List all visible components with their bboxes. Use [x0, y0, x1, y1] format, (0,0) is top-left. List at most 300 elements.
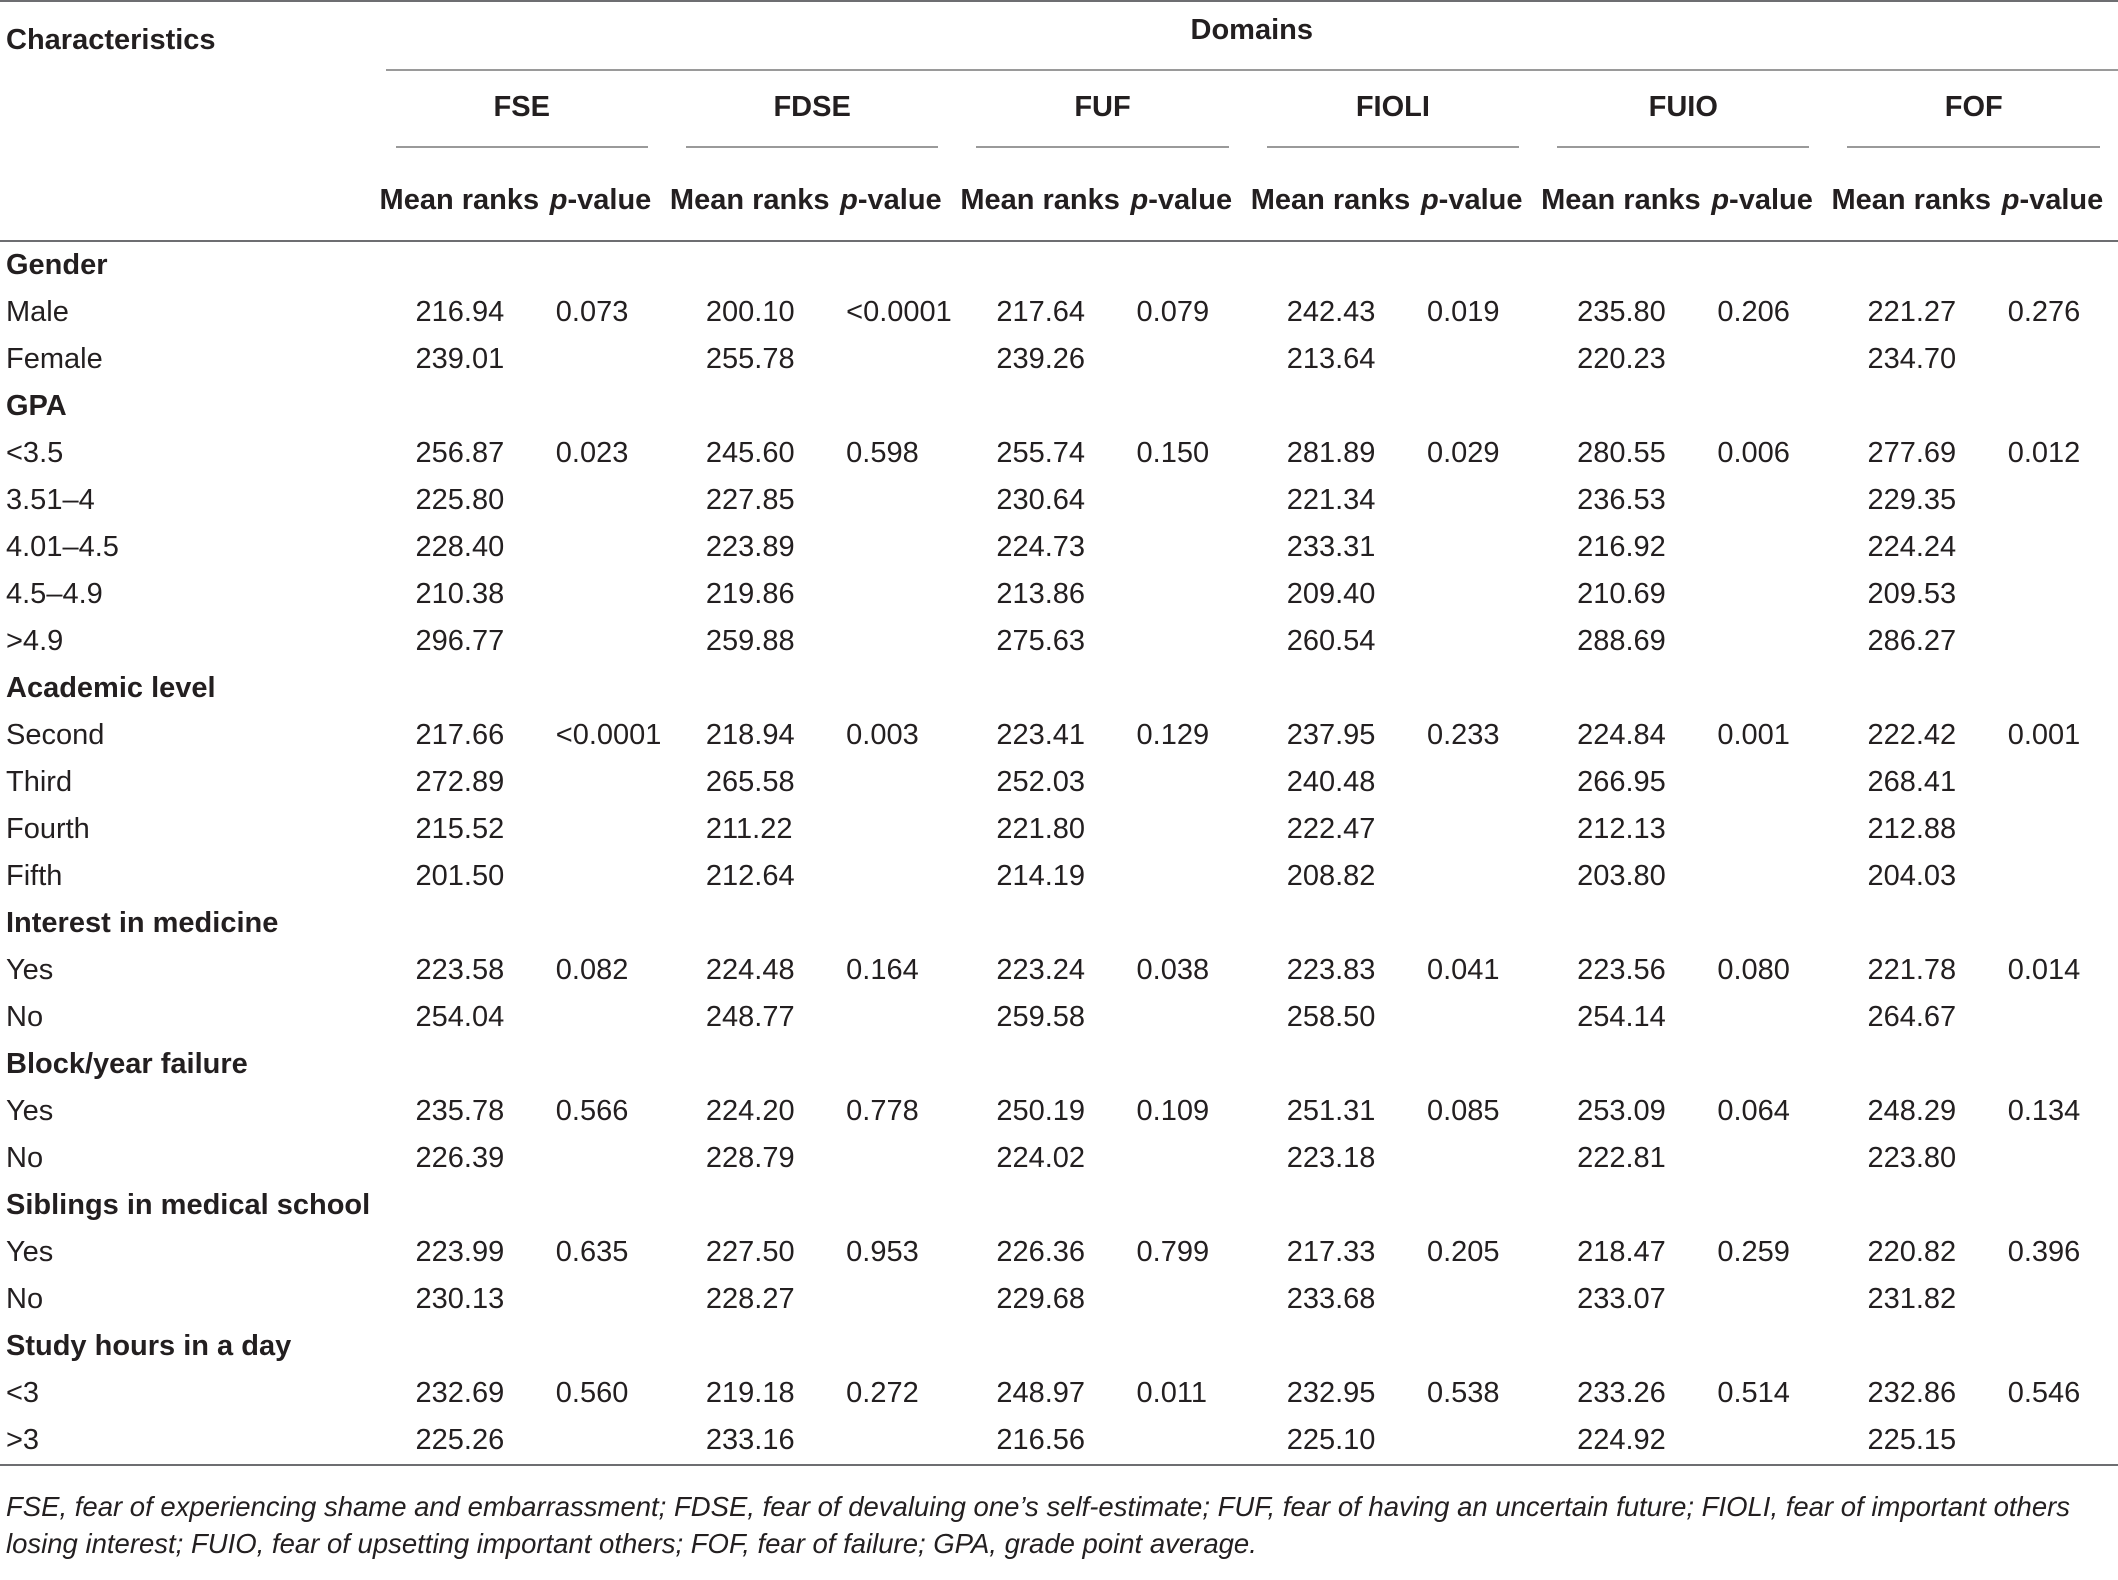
mean-rank-cell: 255.78 — [705, 343, 795, 375]
mean-rank-cell: 275.63 — [996, 625, 1086, 657]
mean-rank-cell: 260.54 — [1286, 625, 1376, 657]
p-value-header — [1417, 160, 1537, 240]
mean-rank-cell: 272.89 — [415, 766, 505, 798]
mean-rank-cell: 222.42 — [1867, 719, 1957, 751]
mean-rank-cell: 255.74 — [996, 437, 1086, 469]
table-row — [0, 289, 2118, 336]
mean-rank-cell: 224.92 — [1577, 1424, 1666, 1456]
mean-rank-cell: 256.87 — [415, 437, 505, 469]
p-value-cell — [1998, 524, 2118, 571]
mean-rank-cell: 216.94 — [415, 296, 505, 328]
p-value-cell: 0.276 — [2007, 296, 2081, 328]
p-value-cell — [1417, 1135, 1537, 1182]
mean-rank-cell: 223.58 — [415, 954, 505, 986]
p-value-cell: 0.079 — [1136, 296, 1210, 328]
domain-header-fuf — [956, 78, 1246, 160]
p-value-cell — [546, 853, 666, 900]
mean-rank-cell: 234.70 — [1867, 343, 1957, 375]
p-value-cell — [1707, 806, 1827, 853]
table-row — [0, 853, 2118, 900]
row-label: Yes — [6, 954, 54, 986]
p-value-cell — [1998, 994, 2118, 1041]
mean-rank-cell: 233.31 — [1286, 531, 1376, 563]
mean-rank-cell: 220.23 — [1577, 343, 1666, 375]
p-value-cell — [836, 336, 956, 383]
p-value-cell: 0.038 — [1136, 954, 1210, 986]
p-value-cell: 0.164 — [846, 954, 919, 986]
mean-rank-cell: 232.86 — [1867, 1377, 1957, 1409]
group-title: Gender — [6, 249, 108, 281]
p-value-cell — [546, 1135, 666, 1182]
p-value-cell — [546, 571, 666, 618]
header-spacer — [0, 78, 376, 160]
mean-rank-cell: 213.64 — [1286, 343, 1376, 375]
mean-rank-cell: 223.83 — [1286, 954, 1376, 986]
row-label: Yes — [6, 1236, 54, 1268]
p-value-cell — [836, 524, 956, 571]
p-value-cell: 0.560 — [555, 1377, 629, 1409]
mean-rank-cell: 224.48 — [705, 954, 795, 986]
p-value-cell — [1127, 853, 1247, 900]
p-value-cell: 0.272 — [846, 1377, 919, 1409]
p-value-cell — [1998, 571, 2118, 618]
row-label: <3 — [6, 1377, 40, 1409]
table-row — [0, 618, 2118, 665]
mean-rank-cell: 224.20 — [705, 1095, 795, 1127]
mean-rank-cell: 264.67 — [1867, 1001, 1957, 1033]
mean-rank-cell: 266.95 — [1577, 766, 1666, 798]
mean-rank-cell: 227.50 — [705, 1236, 795, 1268]
table-row — [0, 994, 2118, 1041]
p-value-cell — [1127, 571, 1247, 618]
p-value-cell — [1998, 1135, 2118, 1182]
table-row — [0, 524, 2118, 571]
domain-header-fof — [1827, 78, 2118, 160]
mean-rank-cell: 237.95 — [1286, 719, 1376, 751]
group-row — [0, 665, 2118, 712]
mean-rank-cell: 210.38 — [415, 578, 505, 610]
mean-rank-cell: 218.47 — [1577, 1236, 1666, 1268]
mean-rank-cell: 224.84 — [1577, 719, 1666, 751]
group-title: Siblings in medical school — [6, 1189, 371, 1221]
mean-rank-cell: 286.27 — [1867, 625, 1957, 657]
group-row — [0, 1182, 2118, 1229]
mean-rank-cell: 204.03 — [1867, 860, 1957, 892]
mean-rank-cell: 223.18 — [1286, 1142, 1376, 1174]
mean-ranks-header: Mean ranks — [379, 183, 540, 216]
mean-rank-cell: 227.85 — [705, 484, 795, 516]
mean-rank-cell: 201.50 — [415, 860, 505, 892]
mean-rank-cell: 252.03 — [996, 766, 1086, 798]
mean-rank-cell: 224.24 — [1867, 531, 1957, 563]
p-suffix: -value — [857, 183, 942, 216]
mean-rank-cell: 288.69 — [1577, 625, 1666, 657]
table-row — [0, 947, 2118, 994]
p-value-cell — [546, 618, 666, 665]
p-value-cell: 0.396 — [2007, 1236, 2081, 1268]
p-suffix: -value — [1148, 183, 1233, 216]
mean-rank-cell: 223.99 — [415, 1236, 505, 1268]
mean-rank-cell: 254.04 — [415, 1001, 505, 1033]
p-value-header — [836, 160, 956, 240]
mean-rank-cell: 281.89 — [1286, 437, 1376, 469]
mean-rank-cell: 226.36 — [996, 1236, 1086, 1268]
p-value-cell — [836, 994, 956, 1041]
domain-header-fuio — [1537, 78, 1827, 160]
p-value-cell — [1998, 759, 2118, 806]
p-value-cell: 0.546 — [2007, 1377, 2081, 1409]
p-value-cell — [1417, 853, 1537, 900]
row-label: 4.5–4.9 — [6, 578, 103, 610]
mean-rank-cell: 223.80 — [1867, 1142, 1957, 1174]
group-title: Study hours in a day — [6, 1330, 292, 1362]
p-value-cell — [1998, 336, 2118, 383]
p-value-cell: 0.259 — [1717, 1236, 1790, 1268]
p-value-cell — [1707, 571, 1827, 618]
p-value-cell: 0.538 — [1426, 1377, 1500, 1409]
mean-rank-cell: 223.24 — [996, 954, 1086, 986]
mean-rank-cell: 214.19 — [996, 860, 1086, 892]
mean-rank-cell: 265.58 — [705, 766, 795, 798]
mean-ranks-header: Mean ranks — [1250, 183, 1411, 216]
mean-rank-cell: 221.34 — [1286, 484, 1376, 516]
domain-label: FIOLI — [1355, 90, 1430, 123]
p-value-cell — [1127, 477, 1247, 524]
p-value-cell — [836, 759, 956, 806]
p-value-cell — [836, 618, 956, 665]
p-value-cell: 0.019 — [1426, 296, 1500, 328]
p-value-cell: 0.598 — [846, 437, 919, 469]
p-value-cell — [1707, 477, 1827, 524]
mean-rank-cell: 235.78 — [415, 1095, 505, 1127]
header-row-domains — [0, 2, 2118, 78]
group-title: Interest in medicine — [6, 907, 279, 939]
mean-rank-cell: 231.82 — [1867, 1283, 1957, 1315]
mean-rank-cell: 200.10 — [705, 296, 795, 328]
p-value-cell: 0.073 — [555, 296, 629, 328]
mean-rank-cell: 248.29 — [1867, 1095, 1957, 1127]
mean-rank-cell: 223.89 — [705, 531, 795, 563]
mean-rank-cell: 225.80 — [415, 484, 505, 516]
p-value-cell — [836, 1135, 956, 1182]
p-value-cell — [1127, 618, 1247, 665]
mean-rank-cell: 220.82 — [1867, 1236, 1957, 1268]
mean-rank-cell: 217.33 — [1286, 1236, 1376, 1268]
group-row — [0, 1323, 2118, 1370]
p-value-cell: 0.023 — [555, 437, 629, 469]
p-value-cell — [1127, 1135, 1247, 1182]
p-value-cell: <0.0001 — [555, 719, 662, 751]
mean-rank-cell: 258.50 — [1286, 1001, 1376, 1033]
p-value-cell — [836, 853, 956, 900]
p-suffix: -value — [567, 183, 652, 216]
table-row — [0, 806, 2118, 853]
row-label: >3 — [6, 1424, 40, 1456]
p-letter: p — [1130, 183, 1149, 216]
p-letter: p — [2001, 183, 2020, 216]
mean-rank-cell: 221.27 — [1867, 296, 1957, 328]
mean-rank-cell: 268.41 — [1867, 766, 1957, 798]
row-label: >4.9 — [6, 625, 64, 657]
domain-label: FUF — [1074, 90, 1131, 123]
p-value-cell: 0.566 — [555, 1095, 629, 1127]
p-value-cell: 0.011 — [1136, 1377, 1207, 1409]
p-value-cell — [1707, 994, 1827, 1041]
mean-ranks-header: Mean ranks — [1831, 183, 1992, 216]
p-value-cell — [836, 571, 956, 618]
row-label: 3.51–4 — [6, 484, 95, 516]
mean-rank-cell: 221.80 — [996, 813, 1086, 845]
group-row — [0, 1041, 2118, 1088]
mean-rank-cell: 210.69 — [1577, 578, 1666, 610]
p-value-cell — [1127, 994, 1247, 1041]
p-value-cell: 0.109 — [1136, 1095, 1210, 1127]
mean-rank-cell: 277.69 — [1867, 437, 1957, 469]
mean-rank-cell: 259.88 — [705, 625, 795, 657]
mean-rank-cell: 242.43 — [1286, 296, 1376, 328]
mean-rank-cell: 216.92 — [1577, 531, 1666, 563]
p-value-cell — [1998, 1417, 2118, 1464]
header-row-domain-names — [0, 78, 2118, 160]
p-value-cell: 0.635 — [555, 1236, 629, 1268]
mean-rank-cell: 219.18 — [705, 1377, 795, 1409]
p-value-cell — [546, 994, 666, 1041]
row-label: No — [6, 1001, 44, 1033]
p-value-cell — [546, 759, 666, 806]
domains-header — [376, 2, 2118, 78]
table-row — [0, 1135, 2118, 1182]
row-label: Third — [6, 766, 73, 798]
table-row — [0, 1417, 2118, 1464]
mean-rank-cell: 224.02 — [996, 1142, 1086, 1174]
mean-rank-cell: 222.47 — [1286, 813, 1376, 845]
mean-rank-cell: 229.35 — [1867, 484, 1957, 516]
p-value-cell — [1998, 618, 2118, 665]
row-label: <3.5 — [6, 437, 64, 469]
p-value-cell: <0.0001 — [846, 296, 952, 328]
mean-rank-cell: 251.31 — [1286, 1095, 1376, 1127]
domain-label: FSE — [493, 90, 550, 123]
mean-rank-cell: 217.64 — [996, 296, 1086, 328]
domain-header-fioli — [1247, 78, 1537, 160]
p-value-cell — [1417, 524, 1537, 571]
p-suffix: -value — [1729, 183, 1813, 216]
mean-rank-cell: 226.39 — [415, 1142, 505, 1174]
mean-rank-cell: 250.19 — [996, 1095, 1086, 1127]
table-row — [0, 1370, 2118, 1417]
mean-rank-cell: 225.10 — [1286, 1424, 1376, 1456]
row-label: No — [6, 1283, 44, 1315]
table-footnote: FSE, fear of experiencing shame and embarrassment; FDSE, fear of devaluing one’s self-estimate; FUF, fear of having an uncertain future; FIOLI, fear of important others losing interest; FUIO, fear of upsetting important others; FOF, fear of failure; GPA, grade point average. — [6, 1491, 2071, 1559]
p-value-cell: 0.001 — [2007, 719, 2081, 751]
p-value-cell: 0.064 — [1717, 1095, 1790, 1127]
mean-rank-cell: 240.48 — [1286, 766, 1376, 798]
group-title: Block/year failure — [6, 1048, 248, 1080]
mean-rank-cell: 203.80 — [1577, 860, 1666, 892]
mean-rank-cell: 233.26 — [1577, 1377, 1666, 1409]
p-letter: p — [840, 183, 858, 216]
table-row — [0, 571, 2118, 618]
row-label: Male — [6, 296, 69, 328]
mean-rank-cell: 208.82 — [1286, 860, 1376, 892]
table-row — [0, 477, 2118, 524]
mean-rank-cell: 223.56 — [1577, 954, 1666, 986]
mean-rank-cell: 228.79 — [705, 1142, 795, 1174]
p-value-cell — [1127, 806, 1247, 853]
group-row — [0, 241, 2118, 289]
header-row-subheaders — [0, 160, 2118, 240]
mean-rank-cell: 217.66 — [415, 719, 505, 751]
p-value-cell: 0.006 — [1717, 437, 1790, 469]
p-value-cell — [836, 1276, 956, 1323]
mean-ranks-header: Mean ranks — [960, 183, 1120, 216]
p-value-cell: 0.514 — [1717, 1377, 1790, 1409]
p-value-header — [1127, 160, 1247, 240]
p-value-cell: 0.206 — [1717, 296, 1790, 328]
p-value-cell — [1998, 1276, 2118, 1323]
mean-rank-cell: 253.09 — [1577, 1095, 1666, 1127]
p-value-cell — [1417, 806, 1537, 853]
mean-rank-cell: 228.27 — [705, 1283, 795, 1315]
p-value-cell: 0.012 — [2007, 437, 2081, 469]
mean-rank-cell: 230.13 — [415, 1283, 505, 1315]
domain-header-fse — [376, 78, 666, 160]
mean-rank-cell: 233.68 — [1286, 1283, 1376, 1315]
p-value-cell — [1417, 1276, 1537, 1323]
mean-rank-cell: 259.58 — [996, 1001, 1086, 1033]
mean-rank-cell: 222.81 — [1577, 1142, 1666, 1174]
table-row — [0, 336, 2118, 383]
characteristics-header: Characteristics — [6, 23, 216, 56]
p-value-cell — [1707, 524, 1827, 571]
row-label: No — [6, 1142, 44, 1174]
p-value-cell — [1707, 759, 1827, 806]
p-value-cell — [1707, 1417, 1827, 1464]
p-value-header — [546, 160, 666, 240]
mean-rank-cell: 280.55 — [1577, 437, 1666, 469]
p-value-cell: 0.003 — [846, 719, 919, 751]
p-value-cell: 0.205 — [1426, 1236, 1500, 1268]
p-value-cell — [546, 1276, 666, 1323]
p-value-cell — [1127, 1417, 1247, 1464]
row-label: Fifth — [6, 860, 63, 892]
p-value-cell: 0.150 — [1136, 437, 1210, 469]
p-value-cell: 0.080 — [1717, 954, 1790, 986]
mean-rank-cell: 232.95 — [1286, 1377, 1376, 1409]
p-value-cell — [1127, 336, 1247, 383]
p-value-cell: 0.129 — [1136, 719, 1210, 751]
header-spacer — [0, 160, 376, 240]
group-row — [0, 383, 2118, 430]
p-value-cell — [1417, 571, 1537, 618]
row-label: Female — [6, 343, 103, 375]
mean-rank-cell: 225.26 — [415, 1424, 505, 1456]
p-letter: p — [549, 183, 568, 216]
row-label: Yes — [6, 1095, 54, 1127]
p-value-cell — [1707, 1276, 1827, 1323]
p-value-cell — [836, 806, 956, 853]
p-value-cell — [546, 806, 666, 853]
mean-rank-cell: 239.01 — [415, 343, 505, 375]
table-row — [0, 1229, 2118, 1276]
p-suffix: -value — [2019, 183, 2104, 216]
domain-label: FOF — [1944, 90, 2003, 123]
mean-rank-cell: 248.77 — [705, 1001, 795, 1033]
p-value-cell — [546, 1417, 666, 1464]
p-value-cell — [1127, 524, 1247, 571]
p-value-cell: 0.014 — [2007, 954, 2081, 986]
p-value-header — [1707, 160, 1827, 240]
group-title: Academic level — [6, 672, 216, 704]
mean-ranks-header: Mean ranks — [1541, 183, 1701, 216]
mean-rank-cell: 232.69 — [415, 1377, 505, 1409]
p-value-cell — [1707, 853, 1827, 900]
mean-rank-cell: 211.22 — [705, 813, 793, 845]
mean-rank-cell: 209.53 — [1867, 578, 1957, 610]
p-value-cell — [1417, 759, 1537, 806]
p-value-cell — [1417, 1417, 1537, 1464]
p-value-cell — [1417, 618, 1537, 665]
domain-label: FDSE — [773, 90, 851, 123]
table-row — [0, 712, 2118, 759]
table-row — [0, 1276, 2118, 1323]
p-value-cell: 0.041 — [1426, 954, 1500, 986]
mean-rank-cell: 228.40 — [415, 531, 505, 563]
p-value-cell — [1417, 994, 1537, 1041]
p-value-cell: 0.134 — [2007, 1095, 2081, 1127]
mean-rank-cell: 221.78 — [1867, 954, 1957, 986]
p-value-cell — [546, 477, 666, 524]
p-value-cell — [1127, 1276, 1247, 1323]
table-row — [0, 759, 2118, 806]
group-row — [0, 900, 2118, 947]
p-value-cell — [546, 524, 666, 571]
mean-rank-cell: 209.40 — [1286, 578, 1376, 610]
p-value-cell — [836, 477, 956, 524]
domain-header-fdse — [666, 78, 956, 160]
mean-rank-cell: 229.68 — [996, 1283, 1086, 1315]
mean-ranks-header: Mean ranks — [669, 183, 830, 216]
mean-rank-cell: 236.53 — [1577, 484, 1666, 516]
mean-rank-cell: 212.88 — [1867, 813, 1957, 845]
p-value-cell — [1417, 336, 1537, 383]
mean-rank-cell: 235.80 — [1577, 296, 1666, 328]
p-value-cell — [1998, 477, 2118, 524]
mean-rank-cell: 212.64 — [705, 860, 795, 892]
mean-rank-cell: 218.94 — [705, 719, 795, 751]
mean-rank-cell: 212.13 — [1577, 813, 1666, 845]
p-value-cell: 0.085 — [1426, 1095, 1500, 1127]
table-row — [0, 430, 2118, 477]
p-value-cell — [1998, 853, 2118, 900]
p-letter: p — [1420, 183, 1439, 216]
p-letter: p — [1711, 183, 1730, 216]
mean-rank-cell: 215.52 — [415, 813, 505, 845]
p-value-cell: 0.082 — [555, 954, 629, 986]
p-value-cell — [1707, 1135, 1827, 1182]
table-row — [0, 1088, 2118, 1135]
domain-label: FUIO — [1648, 90, 1718, 123]
row-label: Fourth — [6, 813, 90, 845]
p-value-cell — [1707, 336, 1827, 383]
mean-rank-cell: 296.77 — [415, 625, 505, 657]
p-value-cell: 0.233 — [1426, 719, 1500, 751]
p-value-cell — [1127, 759, 1247, 806]
p-value-cell — [1998, 806, 2118, 853]
mean-rank-cell: 233.07 — [1577, 1283, 1666, 1315]
mean-rank-cell: 239.26 — [996, 343, 1086, 375]
group-title: GPA — [6, 390, 67, 422]
